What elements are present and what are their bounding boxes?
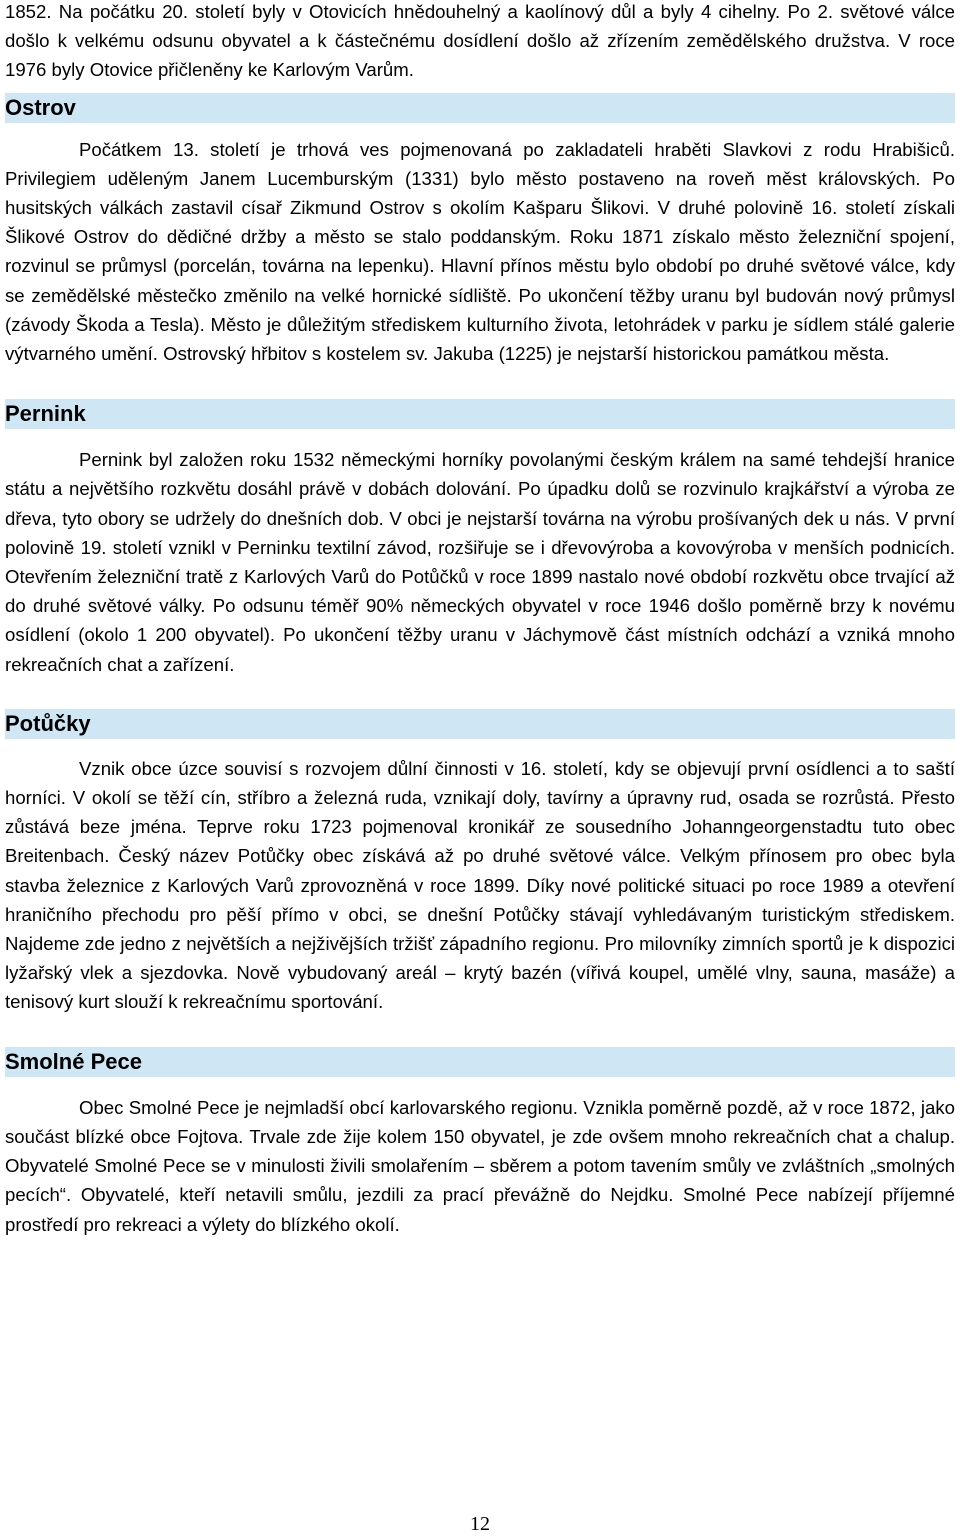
heading-smolne-pece: Smolné Pece [5, 1047, 955, 1077]
heading-pernink: Pernink [5, 399, 955, 429]
document-page [5, 0, 955, 1239]
page-number: 12 [470, 1513, 490, 1535]
paragraph-potucky: Vznik obce úzce souvisí s rozvojem důlní činnosti v 16. století, kdy se objevují první osídlenci a to saští horníci. V okolí se těží cín, stříbro a železná ruda, vznikají doly, tavírny a úpravny rud, osada se rozrůstá. Přesto zůstává beze jména. Teprve roku 1723 pojmenoval kronikář ze sousedního Johanngeorgenstadtu tuto obec Breitenbach. Český název Potůčky obec získává až po druhé světové válce. Velkým přínosem pro obec byla stavba železnice z Karlových Varů zprovozněná v roce 1899. Díky nové politické situaci po roce 1989 a otevření hraničního přechodu pro pěší přímo v obci, se dnešní Potůčky stávají vyhledávaným turistickým střediskem. Najdeme zde jedno z největších a nejživějších tržišť západního regionu. Pro milovníky zimních sportů je k dispozici lyžařský vlek a sjezdovka. Nově vybudovaný areál – krytý bazén (vířivá koupel, umělé vlny, sauna, masáže) a tenisový kurt slouží k rekreačnímu sportování. [5, 757, 955, 1013]
heading-potucky: Potůčky [5, 709, 955, 739]
paragraph-smolne-pece: Obec Smolné Pece je nejmladší obcí karlovarského regionu. Vznikla poměrně pozdě, až v roce 1872, jako součást blízké obce Fojtova. Trvale zde žije kolem 150 obyvatel, je zde ovšem mnoho rekreačních chat a chalup. Obyvatelé Smolné Pece se v minulosti živili smolařením – sběrem a potom tavením smůly ve zvláštních „smolných pecích“. Obyvatelé, kteří netavili smůlu, jezdili za prací převážně do Nejdku. Smolné Pece nabízejí příjemné prostředí pro rekreaci a výlety do blízkého okolí. [5, 1096, 955, 1235]
paragraph-pernink: Pernink byl založen roku 1532 německými horníky povolanými českým králem na samé tehdejší hranice státu a největšího rozkvětu dosáhl právě v dobách dolování. Po úpadku dolů se rozvinulo krajkářství a výroba ze dřeva, tyto obory se udržely do dnešních dob. V obci je nejstarší továrna na výrobu prošívaných dek u nás. V první polovině 19. století vznikl v Perninku textilní závod, rozšiřuje se i dřevovýroba a kovovýroba v menších podnicích. Otevřením železniční tratě z Karlových Varů do Potůčků v roce 1899 nastalo nové období rozkvětu obce trvající až do druhé světové války. Po odsunu téměř 90% německých obyvatel v roce 1946 došlo poměrně brzy k novému osídlení (okolo 1 200 obyvatel). Po ukončení těžby uranu v Jáchymově část místních odchází a vzniká mnoho rekreačních chat a zařízení. [5, 449, 955, 675]
paragraph-ostrov: Počátkem 13. století je trhová ves pojmenovaná po zakladateli hraběti Slavkovi z rodu Hrabišiců. Privilegiem uděleným Janem Lucemburským (1331) bylo město postaveno na roveň měst královských. Po husitských válkách zastavil císař Zikmund Ostrov s okolím Kašparu Šlikovi. V druhé polovině 16. století získali Šlikové Ostrov do dědičné držby a město se stalo poddanským. Roku 1871 získalo město železniční spojení, rozvinul se průmysl (porcelán, továrna na lepenku). Hlavní přínos městu bylo období po druhé světové válce, kdy se zemědělské městečko změnilo na velké hornické sídliště. Po ukončení těžby uranu byl budován nový průmysl (závody Škoda a Tesla). Město je důležitým střediskem kulturního života, letohrádek v parku je sídlem stálé galerie výtvarného umění. Ostrovský hřbitov s kostelem sv. Jakuba (1225) je nejstarší historickou památkou města. [5, 138, 955, 365]
heading-ostrov: Ostrov [5, 93, 955, 123]
intro-paragraph: 1852. Na počátku 20. století byly v Otovicích hnědouhelný a kaolínový důl a byly 4 cihelny. Po 2. světové válce došlo k velkému odsunu obyvatel a k částečnému dosídlení došlo až zřízením zemědělského družstva. V roce 1976 byly Otovice přičleněny ke Karlovým Varům. [5, 1, 955, 81]
